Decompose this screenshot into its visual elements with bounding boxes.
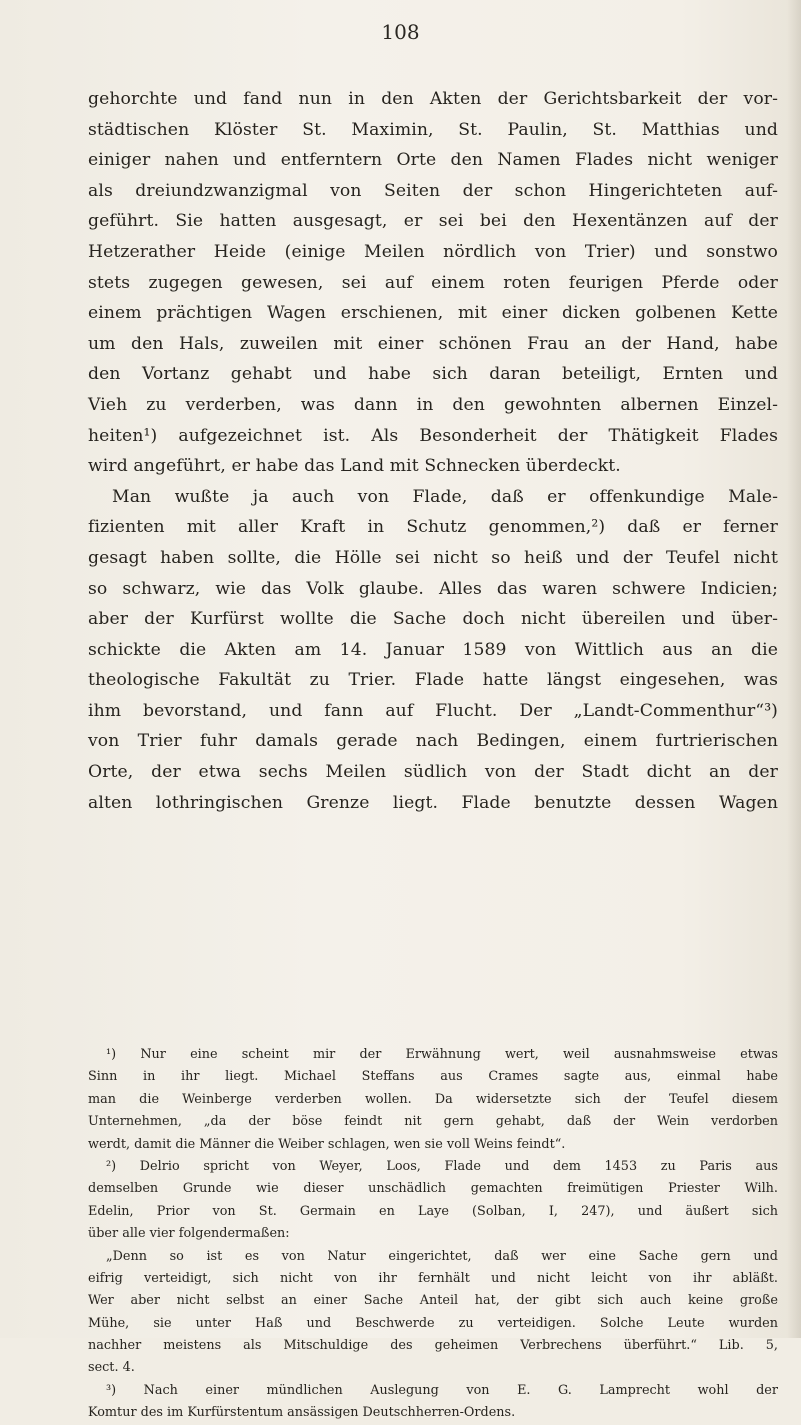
footnote-line: eifrig verteidigt, sich nicht von ihr fernhält und nicht leicht von ihr abläßt. [88,1270,778,1286]
footnote-line: ¹) Nur eine scheint mir der Erwähnung wert, weil ausnahmsweise etwas [106,1047,778,1062]
body-line: aber der Kurfürst wollte die Sache doch nicht übereilen und über- [88,609,778,630]
footnote-line: Wer aber nicht selbst an einer Sache Anteil hat, der gibt sich auch keine große [88,1293,778,1309]
body-line: einem prächtigen Wagen erschienen, mit einer dicken golbenen Kette [88,303,778,324]
body-line: schickte die Akten am 14. Januar 1589 von Wittlich aus an die [88,639,778,660]
body-line: fizienten mit aller Kraft in Schutz genommen,²) daß er ferner [88,517,778,538]
footnote-line: Komtur des im Kurfürstentum ansässigen Deutschherren-Ordens. [88,1405,516,1421]
footnote-line: ²) Delrio spricht von Weyer, Loos, Flade und dem 1453 zu Paris aus [106,1158,778,1174]
body-line: städtischen Klöster St. Maximin, St. Paulin, St. Matthias und [88,119,778,140]
footnote-line: nachher meistens als Mitschuldige des geheimen Verbrechens überführt.“ Lib. 5, [88,1338,778,1354]
body-line: einiger nahen und entferntern Orte den Namen Flades nicht weniger [88,150,778,171]
body-line: den Vortanz gehabt und habe sich daran beteiligt, Ernten und [88,364,778,385]
body-line: als dreiundzwanzigmal von Seiten der schon Hingerichteten auf- [88,180,778,201]
body-line: Hetzerather Heide (einige Meilen nördlich von Trier) und sonstwo [88,241,778,262]
body-line: wird angeführt, er habe das Land mit Schnecken überdeckt. [88,456,621,477]
page-number: 108 [381,20,420,44]
footnote-line: Sinn in ihr liegt. Michael Steffans aus Crames sagte aus, einmal habe [88,1069,778,1085]
body-line: Vieh zu verderben, was dann in den gewohnten albernen Einzel- [88,394,778,415]
body-line: heiten¹) aufgezeichnet ist. Als Besonderheit der Thätigkeit Flades [88,425,778,446]
body-line: stets zugegen gewesen, sei auf einem roten feurigen Pferde oder [88,272,778,293]
body-line: um den Hals, zuweilen mit einer schönen Frau an der Hand, habe [88,333,778,354]
footnote-line: Mühe, sie unter Haß und Beschwerde zu verteidigen. Solche Leute wurden [88,1315,778,1331]
footnote-line: demselben Grunde wie dieser unschädlich gemachten freimütigen Priester Wilh. [88,1181,778,1197]
footnotes [88,1044,778,1425]
footnote-line: man die Weinberge verderben wollen. Da widersetzte sich der Teufel diesem [88,1091,778,1107]
footnote-line: sect. 4. [88,1360,135,1376]
body-line: theologische Fakultät zu Trier. Flade hatte längst eingesehen, was [88,670,778,691]
footnote-line: über alle vier folgendermaßen: [88,1226,290,1242]
body-line: geführt. Sie hatten ausgesagt, er sei bei den Hexentänzen auf der [88,211,778,232]
body-line: ihm bevorstand, und fann auf Flucht. Der „Landt-Commenthur“³) [88,700,778,721]
body-line: von Trier fuhr damals gerade nach Bedingen, einem furtrierischen [88,731,778,752]
body-line: gehorchte und fand nun in den Akten der Gerichtsbarkeit der vor- [88,89,778,109]
page-edge-shadow [787,0,801,1338]
footnote-line: ³) Nach einer mündlichen Auslegung von E. G. Lamprecht wohl der [106,1382,778,1398]
footnote-line: Edelin, Prior von St. Germain en Laye (Solban, I, 247), und äußert sich [88,1203,778,1219]
body-line: gesagt haben sollte, die Hölle sei nicht so heiß und der Teufel nicht [88,547,778,568]
body-line: alten lothringischen Grenze liegt. Flade benutzte dessen Wagen [88,792,778,813]
footnote-line: werdt, damit die Männer die Weiber schlagen, wen sie voll Weins feindt“. [88,1136,566,1152]
body-line: so schwarz, wie das Volk glaube. Alles das waren schwere Indicien; [88,578,778,599]
footnote-line: „Denn so ist es von Natur eingerichtet, daß wer eine Sache gern und [106,1248,778,1264]
body-line: Man wußte ja auch von Flade, daß er offenkundige Male- [112,486,778,507]
body-text [88,84,778,818]
footnote-line: Unternehmen, „da der böse feindt nit gern gehabt, daß der Wein verdorben [88,1114,778,1130]
body-line: Orte, der etwa sechs Meilen südlich von der Stadt dicht an der [88,762,778,783]
